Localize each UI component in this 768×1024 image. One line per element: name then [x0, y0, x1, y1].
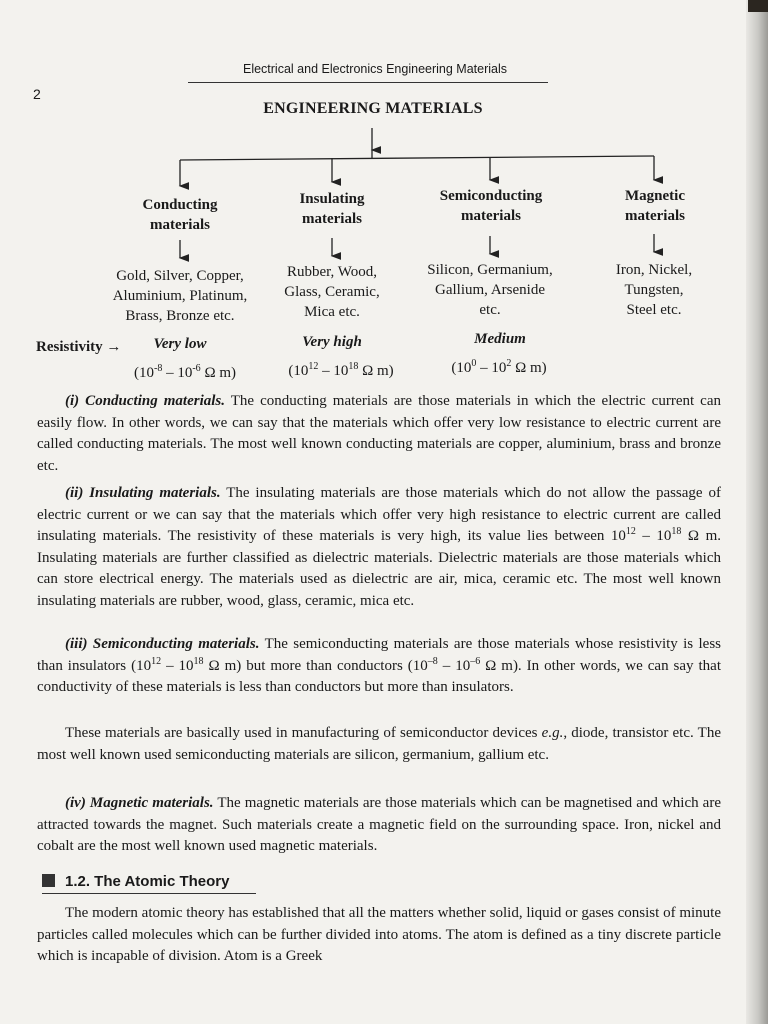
category-subname: materials [150, 217, 210, 233]
category-magnetic [600, 186, 710, 226]
examples-insulating: Rubber, Wood, Glass, Ceramic, Mica etc. [284, 264, 380, 320]
range-conducting: ($10^{-8} - 10^{-6}$ Ω m) [134, 363, 236, 381]
category-name: Insulating [299, 191, 365, 207]
category-insulating [272, 189, 392, 229]
paragraph-magnetic: (iv) Magnetic materials. The magnetic materials are those materials which can be magnetised and which are attracted towards the magnet. Such materials create a magnetic field on the surrounding space. Iron, nickel and cobalt are the most well known used magnetic materials. [37, 795, 721, 854]
paragraph-atomic-theory: The modern atomic theory has established that all the matters whether solid, liquid or gases consist of minute particles called molecules which can be further divided into atoms. The atom is defined as a tiny discrete particle which is incapable of division. Atom is a Greek [37, 905, 721, 964]
examples-conducting: Gold, Silver, Copper, Aluminium, Platinum, Brass, Bronze etc. [112, 268, 248, 324]
category-name: Conducting [142, 197, 218, 213]
examples-semiconducting: Silicon, Germanium, Gallium, Arsenide etc. [427, 262, 553, 318]
paragraph-semiconductor-uses: These materials are basically used in manufacturing of semiconductor devices e.g., diode, transistor etc. The most well known used semiconducting materials are silicon, germanium, gallium etc. [37, 725, 721, 763]
category-subname: materials [625, 208, 685, 224]
category-conducting [120, 195, 240, 235]
level-insulating: Very high [302, 334, 362, 350]
category-name: Magnetic [625, 188, 685, 204]
range-insulating: ($10^{12} - 10^{18}$ Ω m) [288, 361, 394, 379]
section-rule [42, 893, 256, 894]
examples-magnetic: Iron, Nickel, Tungsten, Steel etc. [615, 262, 693, 318]
category-subname: materials [302, 211, 362, 227]
running-title: Electrical and Electronics Engineering Materials [242, 62, 507, 76]
paragraph-insulating: (ii) Insulating materials. The insulating materials are those materials which do not allow the passage of electric current or we can say that the materials which offer very high resistance to electric current are called insulating materials. The resistivity of these materials is very high, its value lies between $10^{12} - 10^{18}$ Ω m. Insulating materials are further classified as dielectric materials. Dielectric materials are those materials which can store electrical energy. The materials used as dielectric are air, mica, ceramic etc. The most well known insulating materials are rubber, wood, glass, ceramic, mica etc. [37, 485, 721, 609]
section-bullet-icon [42, 874, 55, 887]
category-semiconducting [412, 186, 570, 226]
page-number: 2 [33, 86, 41, 102]
level-conducting: Very low [153, 336, 207, 352]
diagram-root-title: ENGINEERING MATERIALS [263, 100, 483, 117]
range-semiconducting: ($10^0 - 10^2$ Ω m) [451, 358, 547, 376]
paragraph-semiconducting: (iii) Semiconducting materials. The semiconducting materials are those materials whose resistivity is less than insulators ($10^{12} - 10^{18}$ Ω m) but more than conductors ($10^{-8} - 10^{-6}$ Ω m). In other words, we can say that conductivity of these materials is less than conductors but more than insulators. [37, 636, 722, 695]
level-semiconducting: Medium [474, 331, 526, 347]
category-subname: materials [461, 208, 521, 224]
section-heading: 1.2. The Atomic Theory [42, 873, 229, 890]
paragraph-conducting: (i) Conducting materials. The conducting materials are those materials in which the electric current can easily flow. In other words, we can say that the materials which offer very low resistance to electric current are called conducting materials. The most well known conducting materials are copper, aluminium, brass and bronze etc. [37, 393, 721, 474]
category-name: Semiconducting [439, 188, 543, 204]
resistivity-label: Resistivity → [36, 339, 122, 355]
